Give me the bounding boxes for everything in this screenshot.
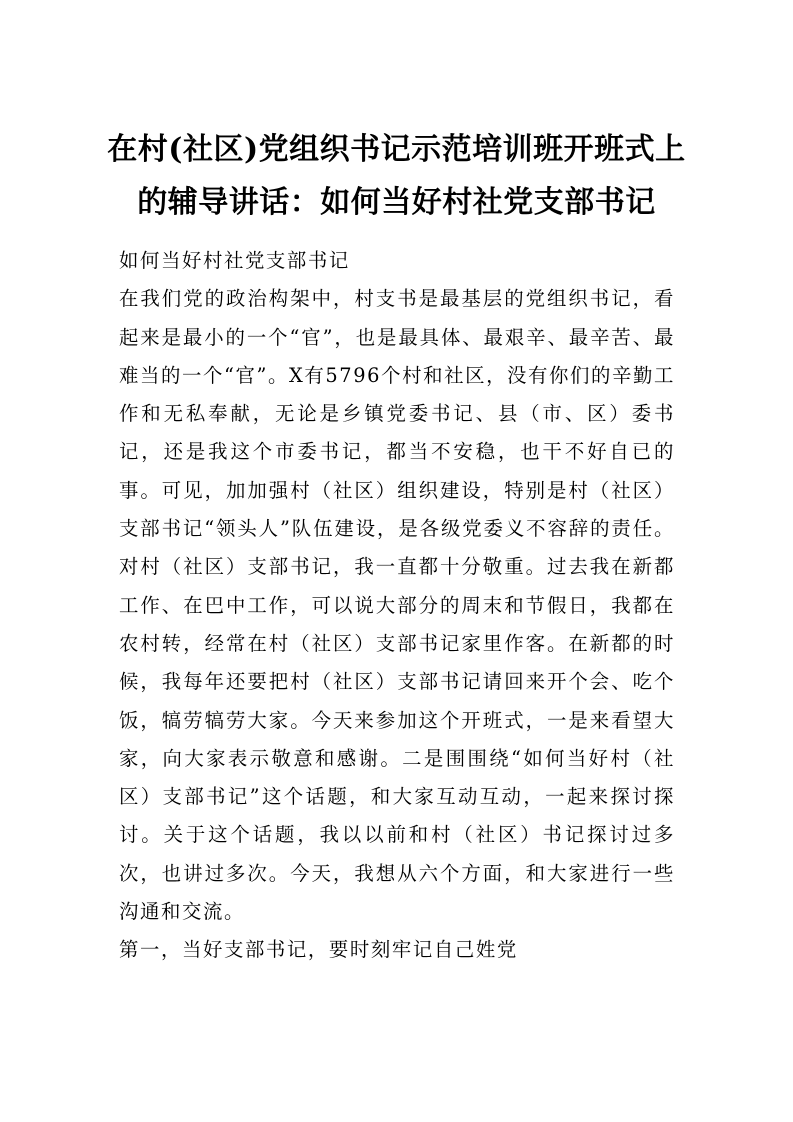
document-body <box>119 242 675 970</box>
subheading: 如何当好村社党支部书记 <box>119 249 350 272</box>
title-line-1: 在村(社区)党组织书记示范培训班开班式上 <box>107 132 686 167</box>
document-title <box>100 123 693 229</box>
body-paragraph: 在我们党的政治构架中，村支书是最基层的党组织书记，看起来是最小的一个“官”，也是最具体、最艰辛、最辛苦、最难当的一个“官”。X有5796个村和社区，没有你们的辛勤工作和无私奉献，无论是乡镇党委书记、县（市、区）委书记，还是我这个市委书记，都当不安稳，也干不好自已的事。可见，加加强村（社区）组织建设，特别是村（社区）支部书记“领头人”队伍建设，是各级党委义不容辞的责任。对村（社区）支部书记，我一直都十分敬重。过去我在新都工作、在巴中工作，可以说大部分的周末和节假日，我都在农村转，经常在村（社区）支部书记家里作客。在新都的时候，我每年还要把村（社区）支部书记请回来开个会、吃个饭，犒劳犒劳大家。今天来参加这个开班式，一是来看望大家，向大家表示敬意和感谢。二是围围绕“如何当好村（社区）支部书记”这个话题，和大家互动互动，一起来探讨探讨。关于这个话题，我以以前和村（社区）书记探讨过多次，也讲过多次。今天，我想从六个方面，和大家进行一些沟通和交流。 <box>119 287 675 924</box>
section-heading: 第一，当好支部书记，要时刻牢记自己姓党 <box>119 938 518 962</box>
title-line-2: 的辅导讲话：如何当好村社党支部书记 <box>137 185 656 220</box>
